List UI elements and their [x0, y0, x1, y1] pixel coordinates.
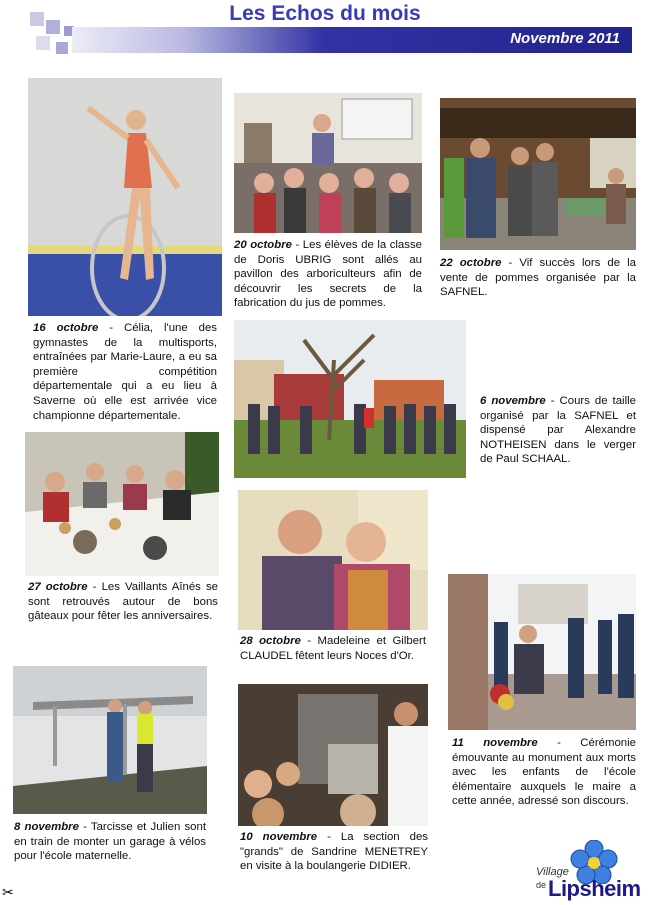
caption-text: - La section des "grands" de Sandrine MENETREY en visite à la boulangerie DIDIER. [240, 831, 428, 873]
caption-text: - Cérémonie émouvante au monument aux morts avec les enfants de l'école élémentaire auxquels le maire a cette année, adressé son discours. [452, 737, 636, 808]
photo-bakery-visit [238, 684, 428, 826]
caption-text: - Les Vaillants Aînés se sont retrouvés autour de bons gâteaux pour fêter les anniversaires. [28, 581, 219, 623]
caption-27-octobre [28, 580, 218, 624]
caption-text: - Cours de taille organisé par la SAFNEL et dispensé par Alexandre NOTHEISEN dans le verger de Paul SCHAAL. [480, 395, 636, 466]
caption-11-novembre [452, 736, 636, 809]
caption-date: 16 octobre [33, 322, 99, 334]
caption-date: 20 octobre [234, 239, 292, 251]
logo-village-text: Village [536, 866, 569, 878]
issue-month: Novembre 2011 [510, 30, 620, 47]
caption-22-octobre [440, 256, 636, 300]
caption-text: - Tarcisse et Julien sont en train de monter un garage à vélos pour l'école maternelle. [14, 821, 206, 863]
caption-date: 10 novembre [240, 831, 318, 843]
caption-date: 11 novembre [452, 737, 538, 749]
caption-date: 22 octobre [440, 257, 502, 269]
photo-apple-sale [440, 98, 636, 250]
photo-monument-ceremony [448, 574, 636, 730]
caption-text: - Vif succès lors de la vente de pommes organisée par la SAFNEL. [440, 257, 636, 299]
photo-bike-shelter [13, 666, 207, 814]
caption-28-octobre [240, 634, 426, 663]
photo-pavilion-children [234, 93, 422, 233]
scissors-icon: ✂ [2, 884, 14, 900]
photo-seniors-table [25, 432, 219, 576]
caption-date: 8 novembre [14, 821, 79, 833]
caption-16-octobre [33, 321, 217, 423]
caption-date: 27 octobre [28, 581, 88, 593]
caption-text: - Célia, l'une des gymnastes de la multisports, entraînées par Marie-Laure, a eu sa première compétition départementale qui a eu lieu à Saverne où elle est arrivée vice championne départementale. [33, 322, 217, 422]
caption-text: - Les élèves de la classe de Doris UBRIG sont allés au pavillon des arboriculteurs afin de découvrir les secrets de la fabrication du jus de pommes. [234, 239, 422, 310]
photo-orchard-pruning [234, 320, 466, 478]
caption-date: 6 novembre [480, 395, 546, 407]
caption-10-novembre [240, 830, 428, 874]
caption-8-novembre [14, 820, 206, 864]
caption-date: 28 octobre [240, 635, 301, 647]
logo-name-text: Lipsheim [548, 876, 641, 901]
page-title: Les Echos du mois [229, 2, 421, 25]
photo-gymnast [28, 78, 222, 316]
caption-6-novembre [480, 394, 636, 467]
caption-text: - Madeleine et Gilbert CLAUDEL fêtent leurs Noces d'Or. [240, 635, 426, 662]
logo-de-text: de [536, 880, 547, 890]
photo-golden-wedding [238, 490, 428, 630]
caption-20-octobre [234, 238, 422, 311]
